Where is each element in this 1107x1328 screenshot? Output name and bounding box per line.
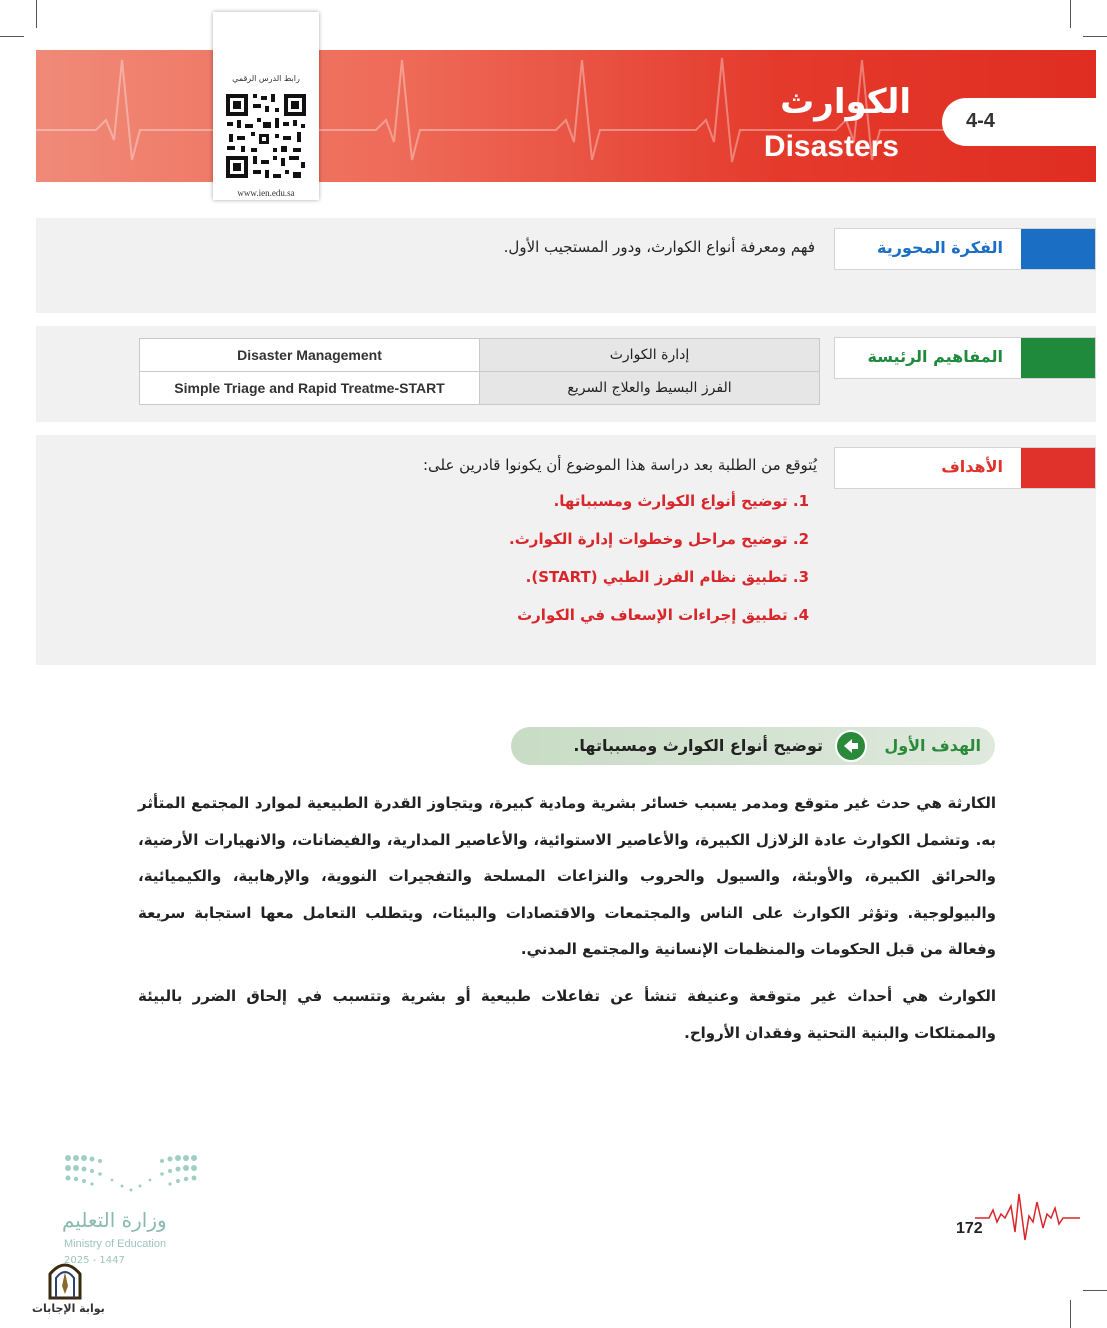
list-item: 2. توضيح مراحل وخطوات إدارة الكوارث. <box>509 530 809 548</box>
concept-english: Disaster Management <box>140 339 480 372</box>
objectives-list <box>509 492 809 644</box>
portal-logo-icon <box>44 1256 86 1300</box>
central-idea-tab <box>834 228 1096 270</box>
portal-label: بوابة الإجابات <box>32 1302 105 1315</box>
paragraph: الكوارث هي أحداث غير متوقعة وعنيفة تنشأ عن تفاعلات طبيعية أو بشرية وتتسبب في إلحاق الضرر بالبيئة والممتلكات والبنية التحتية وفقدان الأرواح. <box>138 987 996 1042</box>
first-goal-bar <box>511 727 995 765</box>
crop-mark <box>1070 0 1071 28</box>
first-goal-title: الهدف الأول <box>884 736 981 755</box>
arrow-left-icon <box>835 730 867 762</box>
table-row <box>140 372 820 405</box>
ministry-logo-icon <box>62 1150 202 1200</box>
first-goal-text: توضيح أنواع الكوارث ومسبباتها. <box>573 736 823 755</box>
paragraph: الكارثة هي حدث غير متوقع ومدمر يسبب خسائر بشرية ومادية كبيرة، ويتجاوز القدرة الطبيعية لموارد المجتمع المتأثر به. وتشمل الكوارث عادة الزلازل الكبيرة، والأعاصير الاستوائية، والأعاصير المدارية، والفيضانات، والانهيارات الأرضية، والحرائق الكبيرة، والأوبئة، والسيول والحروب والنزاعات المسلحة والتفجيرات النووية، والإرهابية، والكيميائية، والبيولوجية. وتؤثر الكوارث على الناس والمجتمعات والاقتصادات والبيئات، ويتطلب التعامل معها استجابة سريعة وفعالة من قبل الحكومات والمنظمات الإنسانية والمجتمع المدني. <box>138 794 996 958</box>
lesson-number-tab <box>942 98 1107 146</box>
crop-mark <box>1070 1300 1071 1328</box>
lesson-title-arabic: الكوارث <box>780 82 911 122</box>
list-item: 3. تطبيق نظام الفرز الطبي (START). <box>525 568 809 586</box>
central-idea-label: الفكرة المحورية <box>877 238 1003 257</box>
ecg-pattern-icon <box>36 50 1096 182</box>
ministry-year: 2025 - 1447 <box>64 1255 125 1266</box>
ministry-name-arabic: وزارة التعليم <box>62 1208 167 1232</box>
crop-mark <box>0 36 24 37</box>
central-idea-text: فهم ومعرفة أنواع الكوارث، ودور المستجيب الأول. <box>503 238 815 256</box>
lesson-title-english: Disasters <box>763 130 899 163</box>
qr-url[interactable]: www.ien.edu.sa <box>237 188 295 198</box>
objectives-tab <box>834 447 1096 489</box>
concept-arabic: الفرز البسيط والعلاج السريع <box>480 372 820 405</box>
objectives-color-bar <box>1021 448 1095 488</box>
key-concepts-label: المفاهيم الرئيسة <box>867 347 1003 366</box>
lesson-banner <box>36 50 1096 182</box>
concept-arabic: إدارة الكوارث <box>480 339 820 372</box>
ministry-name-english: Ministry of Education <box>64 1238 167 1250</box>
table-row <box>140 339 820 372</box>
ecg-footer-icon <box>975 1188 1080 1244</box>
key-concepts-table <box>139 338 820 405</box>
list-item: 1. توضيح أنواع الكوارث ومسبباتها. <box>553 492 809 510</box>
qr-label: رابط الدرس الرقمي <box>232 74 300 83</box>
key-concepts-color-bar <box>1021 338 1095 378</box>
qr-code-icon[interactable] <box>223 90 309 182</box>
lesson-number: 4-4 <box>966 110 995 132</box>
list-item: 4. تطبيق إجراءات الإسعاف في الكوارث <box>517 606 809 624</box>
concept-english: Simple Triage and Rapid Treatme-START <box>140 372 480 405</box>
objectives-intro: يُتوقع من الطلبة بعد دراسة هذا الموضوع أن يكونوا قادرين على: <box>422 456 817 474</box>
qr-card[interactable] <box>213 12 319 200</box>
objectives-label: الأهداف <box>941 457 1003 476</box>
crop-mark <box>1083 1290 1107 1291</box>
crop-mark <box>1083 36 1107 37</box>
crop-mark <box>36 0 37 28</box>
page-number: 172 <box>956 1220 983 1237</box>
key-concepts-tab <box>834 337 1096 379</box>
central-idea-color-bar <box>1021 229 1095 269</box>
